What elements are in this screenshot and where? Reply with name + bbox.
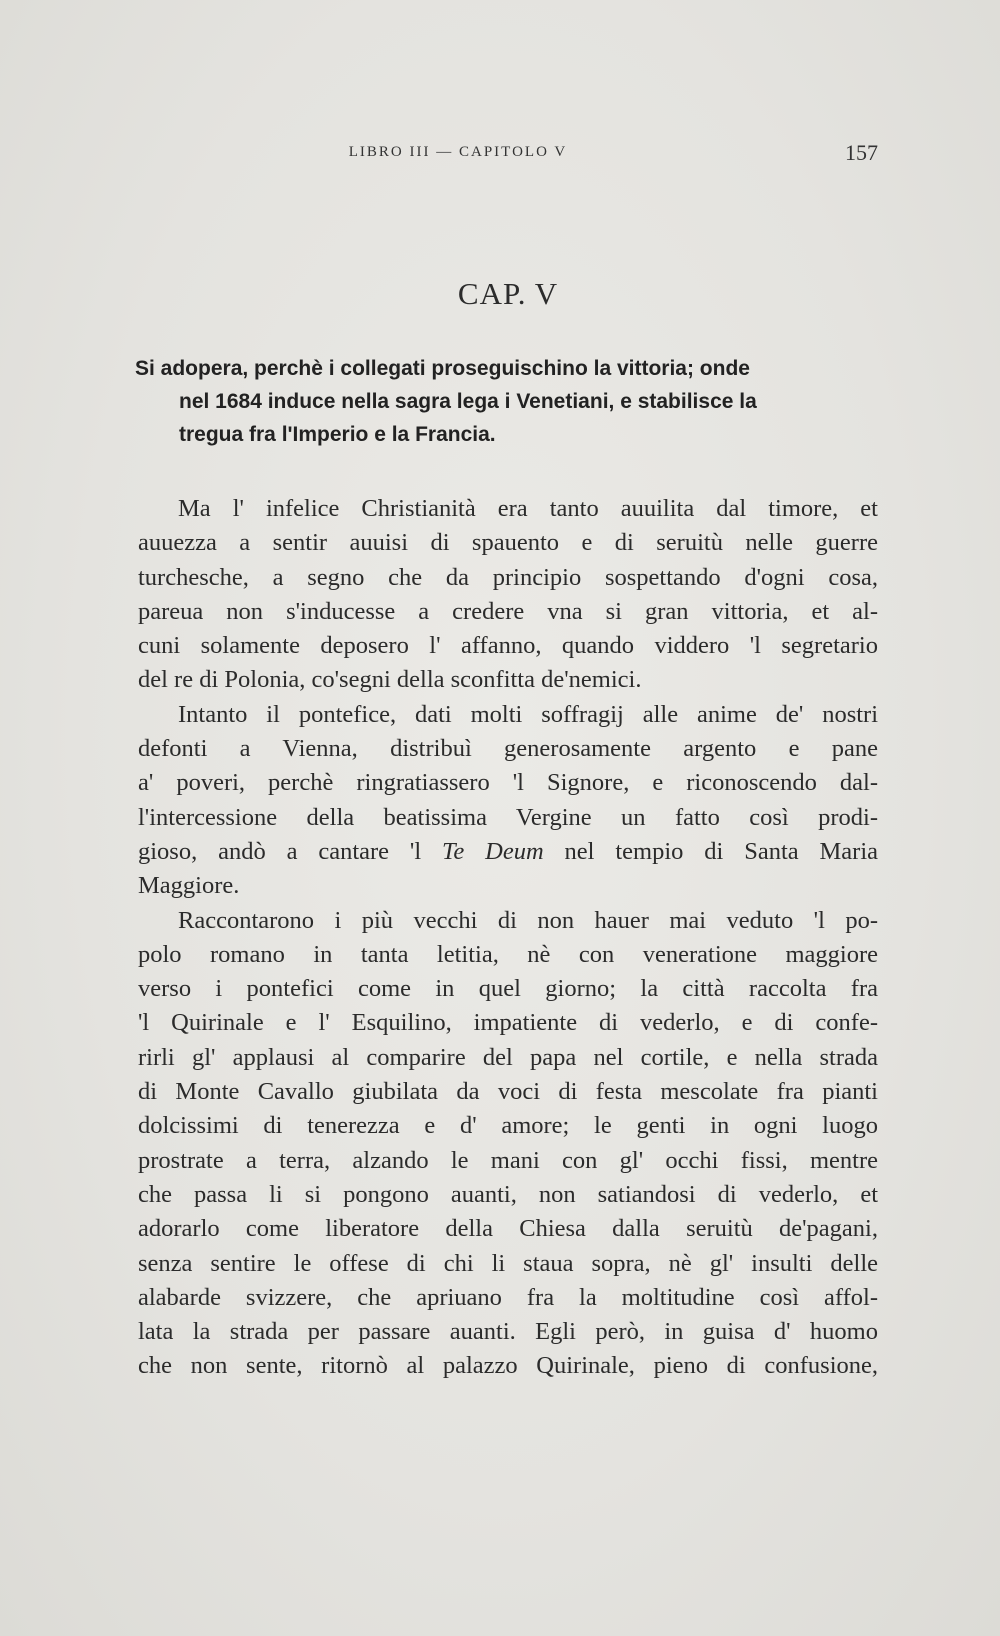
summary-line: nel 1684 induce nella sagra lega i Venetiani, e stabilisce la (179, 390, 757, 413)
text-line: polo romano in tanta letitia, nè con veneratione maggiore (138, 940, 878, 968)
text-line: l'intercessione della beatissima Vergine un fatto così prodi- (138, 803, 878, 831)
text-line: auuezza a sentir auuisi di spauento e di seruitù nelle guerre (138, 529, 878, 557)
text-line: pareua non s'inducesse a credere vna si gran vittoria, et al- (138, 597, 878, 625)
text-line: che passa li si pongono auanti, non satiandosi di vederlo, et (138, 1180, 878, 1208)
text-line: defonti a Vienna, distribuì generosamente argento e pane (138, 735, 878, 763)
text-line: Ma l' infelice Christianità era tanto auuilita dal timore, et (178, 495, 878, 522)
body-text (138, 492, 878, 1384)
italic-title: Te Deum (442, 837, 544, 865)
text-line: adorarlo come liberatore della Chiesa dalla seruitù de'pagani, (138, 1215, 878, 1243)
chapter-title: CAP. V (457, 276, 559, 311)
chapter-summary (137, 352, 878, 451)
text-line: rirli gl' applausi al comparire del papa nel cortile, e nella strada (138, 1043, 878, 1071)
text-line: 'l Quirinale e l' Esquilino, impatiente di vederlo, e di confe- (138, 1009, 878, 1037)
text-line: Intanto il pontefice, dati molti soffragij alle anime de' nostri (178, 700, 878, 728)
text-line: cuni solamente deposero l' affanno, quando viddero 'l segretario (138, 632, 878, 660)
summary-line: Si adopera, perchè i collegati proseguischino la vittoria; onde (135, 357, 750, 380)
running-title: LIBRO III — CAPITOLO V (348, 144, 568, 160)
text-line: prostrate a terra, alzando le mani con gl' occhi fissi, mentre (138, 1146, 878, 1174)
text-line: del re di Polonia, co'segni della sconfitta de'nemici. (138, 666, 642, 694)
text-line: lata la strada per passare auanti. Egli però, in guisa d' huomo (138, 1318, 878, 1346)
text-line: senza sentire le offese di chi li staua sopra, nè gl' insulti delle (138, 1249, 878, 1277)
text-line: Maggiore. (138, 872, 240, 900)
text-segment: nel tempio di Santa Maria (543, 837, 879, 865)
text-line: di Monte Cavallo giubilata da voci di festa mescolate fra pianti (138, 1078, 878, 1106)
text-line: a' poveri, perchè ringratiassero 'l Signore, e riconoscendo dal- (138, 769, 878, 797)
text-line: alabarde svizzere, che apriuano fra la moltitudine così affol- (138, 1283, 878, 1311)
text-segment: gioso, andò a cantare 'l (138, 837, 443, 865)
text-line: che non sente, ritornò al palazzo Quirinale, pieno di confusione, (138, 1352, 878, 1380)
text-line: dolcissimi di tenerezza e d' amore; le genti in ogni luogo (138, 1112, 878, 1140)
summary-line: tregua fra l'Imperio e la Francia. (179, 423, 496, 446)
running-header (138, 140, 878, 170)
text-line-with-italic (138, 835, 878, 869)
text-line: Raccontarono i più vecchi di non hauer mai veduto 'l po- (178, 906, 878, 934)
page-number: 157 (845, 140, 878, 165)
text-line: verso i pontefici come in quel giorno; la città raccolta fra (138, 975, 878, 1003)
text-line: turchesche, a segno che da principio sospettando d'ogni cosa, (138, 563, 878, 591)
